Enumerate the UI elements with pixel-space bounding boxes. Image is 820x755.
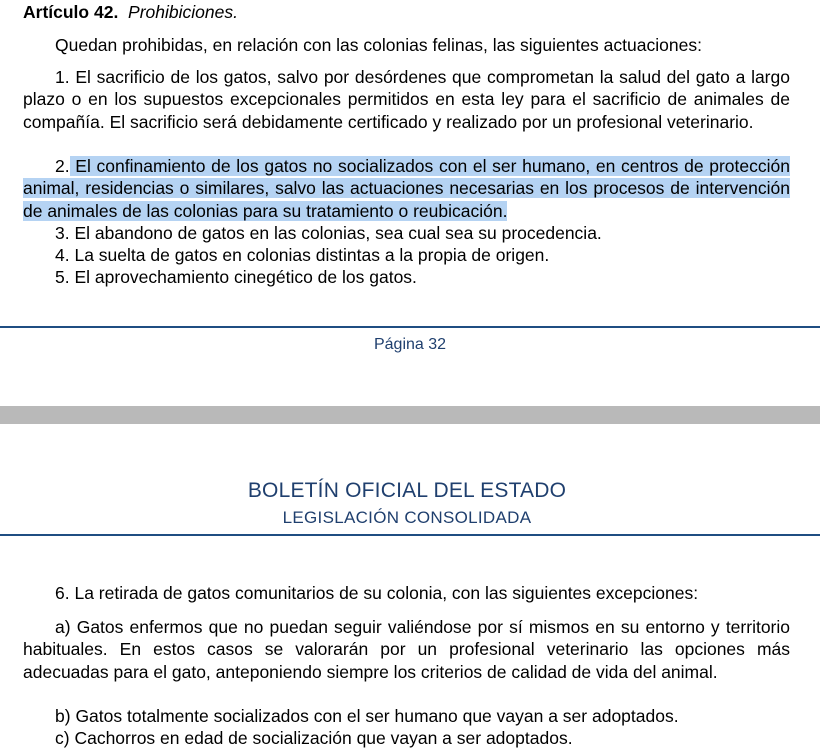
subitem-label: a): [55, 617, 71, 637]
list-item-text: El aprovechamiento cinegético de los gatos.: [74, 267, 417, 287]
subitem-text: Cachorros en edad de socialización que vayan a ser adoptados.: [74, 728, 573, 748]
list-item-number: 2.: [55, 156, 70, 176]
article-title: Prohibiciones.: [128, 2, 238, 22]
list-item-number: 3.: [55, 223, 70, 243]
list-item-number: 6.: [55, 583, 70, 603]
list-item-number: 1.: [55, 67, 70, 87]
article-intro: Quedan prohibidas, en relación con las colonias felinas, las siguientes actuaciones:: [55, 35, 702, 55]
subitem-c: [23, 727, 790, 749]
list-item-text: El abandono de gatos en las colonias, sea cual sea su procedencia.: [74, 223, 602, 243]
list-item-text: La retirada de gatos comunitarios de su colonia, con las siguientes excepciones:: [74, 583, 699, 603]
header-rule: [0, 534, 820, 536]
list-item-1: [23, 66, 790, 133]
list-item-3: [23, 222, 790, 244]
list-item-4: [23, 244, 790, 266]
page-number: Página 32: [373, 336, 447, 353]
article-heading: [23, 1, 238, 23]
subitem-label: c): [55, 728, 70, 748]
selected-text-highlight[interactable]: El confinamiento de los gatos no socializados con el ser humano, en centros de protección animal, residencias o similares, salvo las actuaciones necesarias en los procesos de intervención de animales de las colonias para su tratamiento o reubicación.: [23, 156, 790, 221]
list-item-number: 5.: [55, 267, 70, 287]
footer-rule: [0, 326, 820, 328]
list-item-text: La suelta de gatos en colonias distintas a la propia de origen.: [74, 245, 550, 265]
subitem-text: Gatos enfermos que no puedan seguir valiéndose por sí mismos en su entorno y territorio habituales. En estos casos se valorarán por un profesional veterinario las opciones más adecuadas para el gato, anteponiendo siempre los criterios de calidad de vida del animal.: [23, 617, 790, 682]
list-item-2[interactable]: [23, 155, 790, 222]
subitem-a: [23, 616, 790, 683]
subitem-label: b): [55, 706, 71, 726]
list-item-text: El sacrificio de los gatos, salvo por desórdenes que comprometan la salud del gato a largo plazo o en los supuestos excepcionales permitidos en esta ley para el sacrificio de animales de compañía. El sacrificio será debidamente certificado y realizado por un profesional veterinario.: [23, 67, 790, 132]
article-number: Artículo 42.: [23, 2, 119, 22]
list-item-6: [23, 582, 790, 604]
subitem-b: [23, 705, 790, 727]
boe-header-subtitle: LEGISLACIÓN CONSOLIDADA: [282, 508, 532, 527]
subitem-text: Gatos totalmente socializados con el ser humano que vayan a ser adoptados.: [75, 706, 679, 726]
boe-header-title: BOLETÍN OFICIAL DEL ESTADO: [247, 479, 567, 502]
page-separator: [0, 406, 820, 424]
list-item-number: 4.: [55, 245, 70, 265]
list-item-5: [23, 266, 790, 288]
